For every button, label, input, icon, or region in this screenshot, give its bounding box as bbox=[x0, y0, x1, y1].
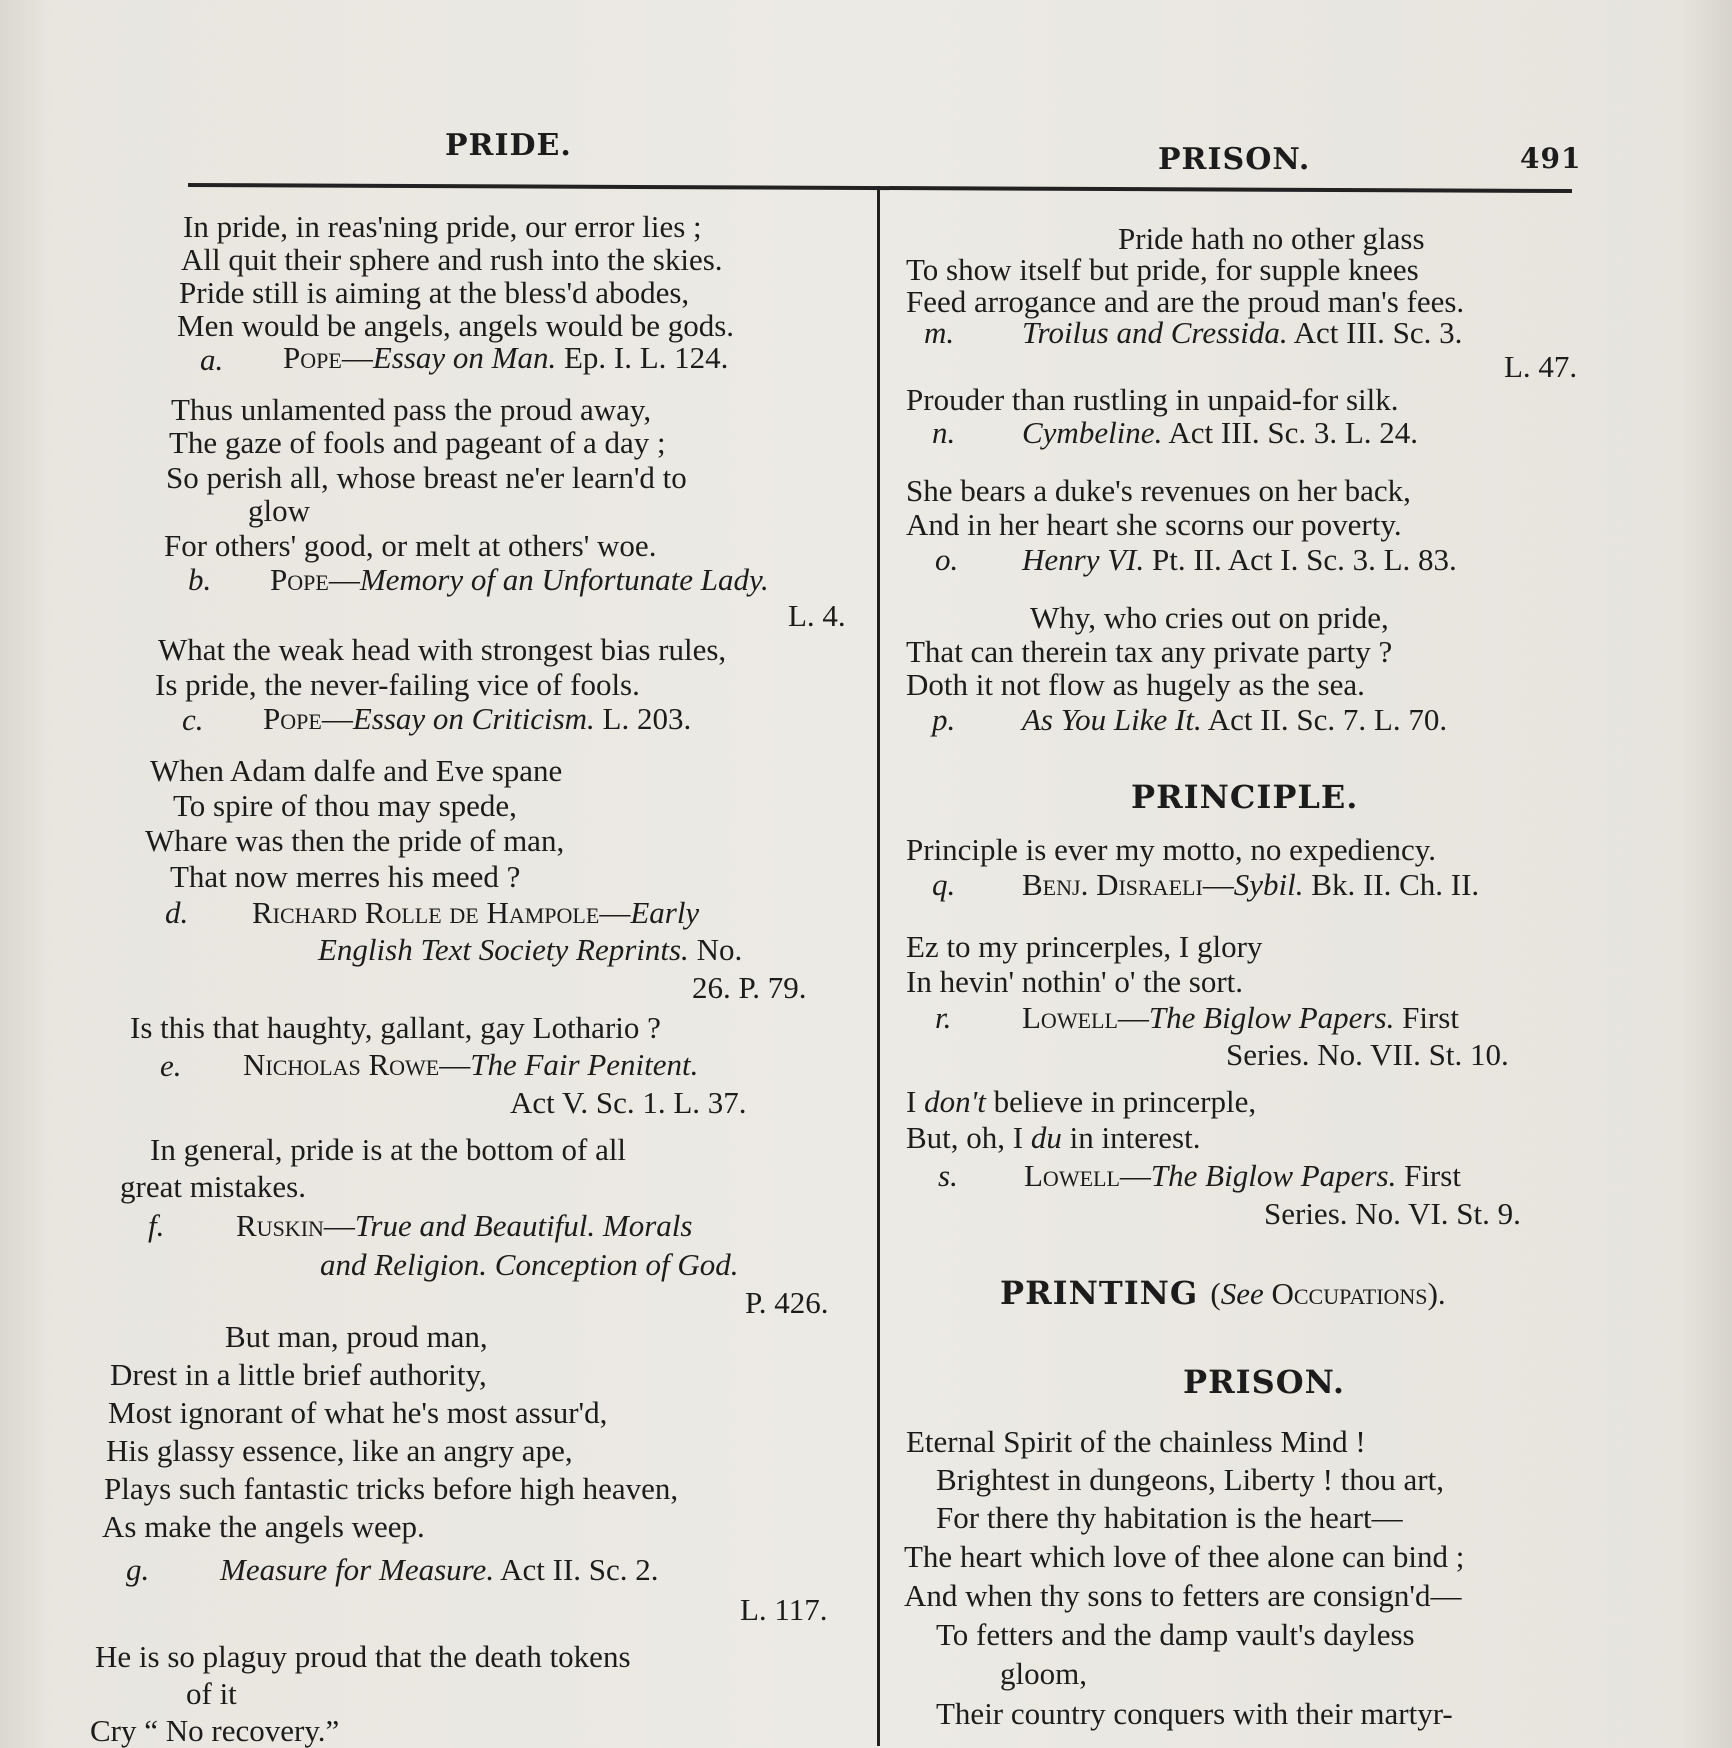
citation-author: Pope bbox=[270, 562, 329, 597]
citation-work: Measure for Measure. bbox=[220, 1552, 495, 1587]
citation-mark: c. bbox=[182, 702, 204, 737]
verse-line: To spire of thou may spede, bbox=[173, 788, 517, 823]
text-segment: believe in princerple, bbox=[985, 1084, 1257, 1119]
verse-line: For there thy habitation is the heart— bbox=[936, 1500, 1403, 1535]
verse-line: Pride still is aiming at the bless'd abodes, bbox=[179, 275, 690, 310]
citation-ref: Act III. Sc. 3. bbox=[1293, 315, 1463, 350]
citation-mark: f. bbox=[148, 1208, 165, 1243]
citation: Ruskin—True and Beautiful. Morals bbox=[236, 1208, 693, 1243]
citation-work: Troilus and Cressida. bbox=[1022, 315, 1288, 350]
verse-line: In hevin' nothin' o' the sort. bbox=[906, 964, 1244, 999]
citation-mark: n. bbox=[932, 415, 956, 450]
citation-mark: d. bbox=[165, 895, 189, 930]
citation bbox=[1022, 703, 1447, 737]
verse-line: Brightest in dungeons, Liberty ! thou art, bbox=[936, 1462, 1444, 1497]
citation-author: Pope bbox=[283, 340, 342, 375]
verse-line: He is so plaguy proud that the death tokens bbox=[95, 1639, 631, 1674]
citation-ref: P. 426. bbox=[745, 1285, 829, 1320]
citation-author: Lowell bbox=[1024, 1158, 1120, 1193]
citation-work: English Text Society Reprints. bbox=[318, 932, 689, 967]
citation-mark: m. bbox=[924, 315, 955, 350]
citation-work: The Biglow Papers. bbox=[1150, 1158, 1397, 1193]
citation-mark: s. bbox=[938, 1158, 958, 1193]
verse-line: She bears a duke's revenues on her back, bbox=[906, 473, 1411, 508]
verse-line: All quit their sphere and rush into the skies. bbox=[181, 242, 723, 277]
verse-line: In pride, in reas'ning pride, our error lies ; bbox=[183, 209, 702, 244]
verse-line: That can therein tax any private party ? bbox=[906, 634, 1393, 669]
verse-line: And in her heart she scorns our poverty. bbox=[906, 507, 1402, 542]
citation-ref: L. 47. bbox=[1504, 349, 1578, 384]
right-running-head: PRISON. bbox=[1158, 142, 1311, 177]
prose-line: In general, pride is at the bottom of all bbox=[150, 1132, 627, 1167]
citation: Pope—Essay on Man. Ep. I. L. 124. bbox=[283, 340, 729, 375]
citation: Pope—Essay on Criticism. L. 203. bbox=[263, 701, 692, 736]
verse-line: To fetters and the damp vault's dayless bbox=[936, 1617, 1415, 1652]
citation-author: Lowell bbox=[1022, 1000, 1118, 1035]
verse-line: Pride hath no other glass bbox=[1118, 221, 1425, 256]
citation-mark: r. bbox=[935, 1000, 952, 1035]
verse-line: Why, who cries out on pride, bbox=[1030, 600, 1389, 635]
verse-line: Eternal Spirit of the chainless Mind ! bbox=[906, 1424, 1366, 1459]
verse-line: To show itself but pride, for supple knees bbox=[906, 252, 1419, 287]
citation-mark: p. bbox=[932, 702, 956, 737]
emphasis: don't bbox=[924, 1084, 986, 1119]
verse-line: And when thy sons to fetters are consign'd— bbox=[904, 1578, 1462, 1613]
verse-line: Is this that haughty, gallant, gay Lothario ? bbox=[130, 1010, 661, 1045]
verse-line: Is pride, the never-failing vice of fools. bbox=[155, 667, 640, 702]
citation-mark: g. bbox=[126, 1552, 150, 1587]
text-segment: ). bbox=[1427, 1276, 1446, 1311]
citation-work: The Biglow Papers. bbox=[1148, 1000, 1395, 1035]
citation: Pope—Memory of an Unfortunate Lady. bbox=[270, 562, 769, 597]
verse-line: of it bbox=[186, 1676, 237, 1711]
citation-ref: Series. No. VI. St. 9. bbox=[1264, 1196, 1521, 1231]
verse-line: gloom, bbox=[1000, 1656, 1087, 1691]
citation-ref: First bbox=[1404, 1158, 1461, 1193]
section-heading-prison: PRISON. bbox=[1183, 1363, 1345, 1401]
citation bbox=[1022, 316, 1462, 350]
page-number: 491 bbox=[1520, 142, 1582, 175]
cross-reference-link: Occupations bbox=[1263, 1276, 1428, 1311]
verse-line: When Adam dalfe and Eve spane bbox=[150, 753, 563, 788]
verse-line: Drest in a little brief authority, bbox=[110, 1357, 487, 1392]
citation-ref: L. 4. bbox=[788, 598, 846, 633]
verse-line: Ez to my princerples, I glory bbox=[906, 929, 1263, 964]
verse-line: The gaze of fools and pageant of a day ; bbox=[169, 425, 666, 460]
citation-author: Richard Rolle de Hampole bbox=[252, 895, 600, 930]
citation-work: Henry VI. bbox=[1022, 542, 1145, 577]
citation-work: Essay on Criticism. bbox=[352, 701, 595, 736]
citation-mark: a. bbox=[200, 342, 224, 377]
verse-line: Doth it not flow as hugely as the sea. bbox=[906, 667, 1365, 702]
citation-ref: Series. No. VII. St. 10. bbox=[1226, 1037, 1509, 1072]
citation-ref: First bbox=[1402, 1000, 1459, 1035]
citation-ref: 26. P. 79. bbox=[692, 970, 807, 1005]
citation-author: Nicholas Rowe bbox=[243, 1047, 440, 1082]
citation-work: Early bbox=[630, 895, 700, 930]
verse-line: But man, proud man, bbox=[225, 1319, 488, 1354]
verse-line: Whare was then the pride of man, bbox=[145, 823, 565, 858]
citation: Lowell—The Biglow Papers. First bbox=[1024, 1158, 1461, 1193]
verse-line: Plays such fantastic tricks before high heaven, bbox=[104, 1471, 679, 1506]
citation-work: True and Beautiful. Morals bbox=[354, 1208, 693, 1243]
citation-ref: Ep. I. L. 124. bbox=[563, 340, 729, 375]
verse-line: For others' good, or melt at others' woe. bbox=[164, 528, 657, 563]
left-running-head: PRIDE. bbox=[445, 128, 572, 163]
citation-mark: b. bbox=[188, 562, 212, 597]
prose-line: Principle is ever my motto, no expediency. bbox=[906, 832, 1437, 867]
section-heading-principle: PRINCIPLE. bbox=[1131, 778, 1359, 816]
see-label: See bbox=[1220, 1276, 1264, 1311]
section-heading-printing bbox=[1000, 1276, 1446, 1311]
heading-text: PRINTING bbox=[1000, 1274, 1199, 1312]
citation-work: The Fair Penitent. bbox=[470, 1047, 699, 1082]
verse-line: Prouder than rustling in unpaid-for silk. bbox=[906, 382, 1399, 417]
citation bbox=[1022, 543, 1457, 577]
citation-ref: Act II. Sc. 7. L. 70. bbox=[1207, 702, 1448, 737]
citation-mark: e. bbox=[160, 1048, 182, 1083]
citation-ref: L. 203. bbox=[602, 701, 692, 736]
verse-line: So perish all, whose breast ne'er learn'd to bbox=[166, 460, 687, 495]
citation: Richard Rolle de Hampole—Early bbox=[252, 895, 700, 930]
verse-line: That now merres his meed ? bbox=[170, 859, 521, 894]
citation-work: Sybil. bbox=[1233, 867, 1304, 902]
citation-ref: No. bbox=[696, 932, 743, 967]
citation-author: Ruskin bbox=[236, 1208, 324, 1243]
citation bbox=[1022, 416, 1418, 450]
verse-line bbox=[906, 1085, 1256, 1119]
verse-line: Feed arrogance and are the proud man's fees. bbox=[906, 284, 1465, 319]
verse-line: glow bbox=[248, 493, 310, 528]
citation-work: As You Like It. bbox=[1022, 702, 1202, 737]
citation: Lowell—The Biglow Papers. First bbox=[1022, 1000, 1459, 1035]
verse-line: Most ignorant of what he's most assur'd, bbox=[108, 1395, 608, 1430]
citation: Nicholas Rowe—The Fair Penitent. bbox=[243, 1047, 699, 1082]
citation-work: Essay on Man. bbox=[372, 340, 557, 375]
citation-work: and Religion. Conception of God. bbox=[320, 1247, 739, 1282]
citation-author: Pope bbox=[263, 701, 322, 736]
text-segment: But, oh, I bbox=[906, 1120, 1031, 1155]
citation-ref: Act II. Sc. 2. bbox=[500, 1552, 659, 1587]
see-reference bbox=[1210, 1276, 1445, 1311]
citation-mark: q. bbox=[932, 867, 956, 902]
verse-line: Cry “ No recovery.” bbox=[90, 1713, 340, 1748]
citation-ref: Pt. II. Act I. Sc. 3. L. 83. bbox=[1151, 542, 1457, 577]
citation-ref: L. 117. bbox=[740, 1592, 828, 1627]
citation-work: Memory of an Unfortunate Lady. bbox=[359, 562, 769, 597]
verse-line: The heart which love of thee alone can bind ; bbox=[904, 1539, 1465, 1574]
citation-ref: Act V. Sc. 1. L. 37. bbox=[510, 1085, 747, 1120]
emphasis: du bbox=[1030, 1120, 1062, 1155]
citation-ref: Bk. II. Ch. II. bbox=[1311, 867, 1480, 902]
verse-line: Thus unlamented pass the proud away, bbox=[171, 392, 652, 427]
citation: Benj. Disraeli—Sybil. Bk. II. Ch. II. bbox=[1022, 867, 1480, 902]
citation-author: Benj. Disraeli bbox=[1022, 867, 1203, 902]
text-segment: I bbox=[906, 1084, 925, 1119]
verse-line: As make the angels weep. bbox=[102, 1509, 425, 1544]
prose-line: great mistakes. bbox=[120, 1169, 306, 1204]
citation-work: Cymbeline. bbox=[1022, 415, 1163, 450]
text-segment: ( bbox=[1210, 1276, 1221, 1311]
citation-ref: Act III. Sc. 3. L. 24. bbox=[1168, 415, 1419, 450]
verse-line: Men would be angels, angels would be gods. bbox=[177, 308, 735, 343]
verse-line: What the weak head with strongest bias rules, bbox=[158, 632, 727, 667]
verse-line: His glassy essence, like an angry ape, bbox=[106, 1433, 573, 1468]
citation-mark: o. bbox=[935, 542, 959, 577]
text-segment: in interest. bbox=[1061, 1120, 1201, 1155]
verse-line: Their country conquers with their martyr- bbox=[936, 1696, 1453, 1731]
verse-line bbox=[906, 1121, 1200, 1155]
